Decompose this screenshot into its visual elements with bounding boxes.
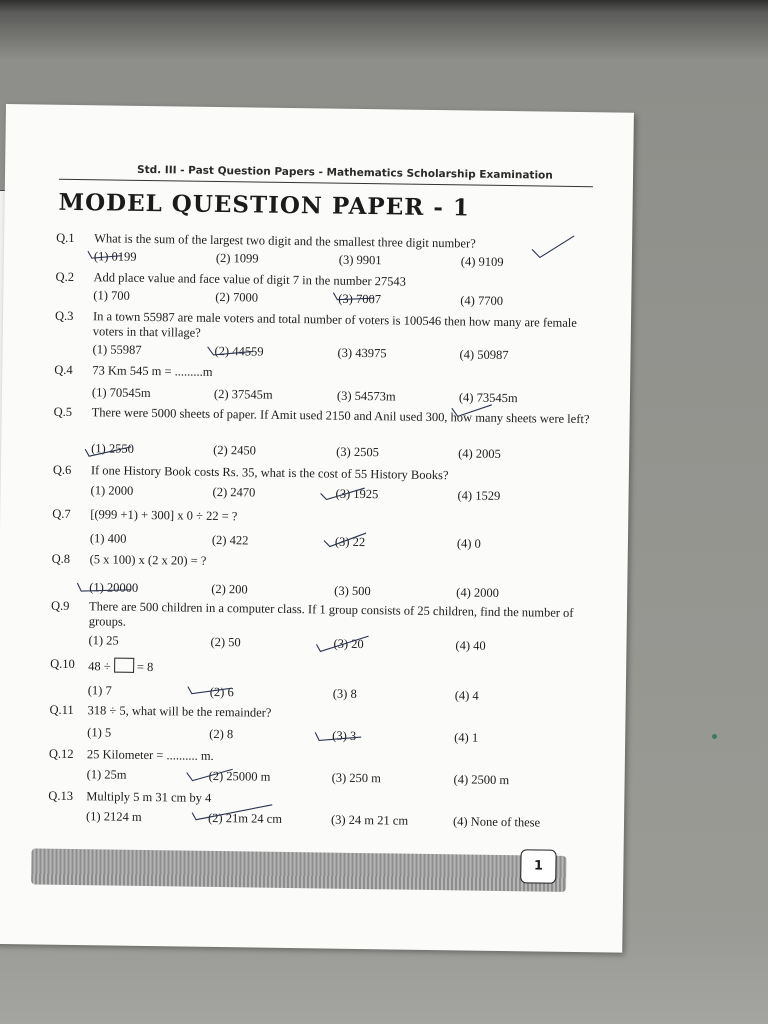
option-4[interactable]: (4) 50987 [459,347,509,363]
question-text: If one History Book costs Rs. 35, what is the cost of 55 History Books? [90,463,449,483]
question-number: Q.1 [56,230,75,245]
question-text: (5 x 100) x (2 x 20) = ? [89,552,207,568]
question-text: 318 ÷ 5, what will be the remainder? [87,703,272,720]
options-row [88,683,588,706]
option-4[interactable]: (4) 2000 [456,585,500,600]
option-1[interactable]: (1) 2550 [91,441,134,456]
option-4[interactable]: (4) 40 [455,638,486,653]
question-text: There are 500 children in a computer class. If 1 group consists of 25 children, find the number of groups. [88,599,574,629]
option-1[interactable]: (1) 400 [89,531,127,546]
question-text: 73 Km 545 m = .........m [92,363,213,379]
option-3[interactable]: (3) 1925 [335,486,379,502]
question-text [88,657,588,681]
options-row [92,385,592,408]
option-1[interactable]: (1) 70545m [91,385,151,401]
option-3[interactable]: (3) 54573m [336,388,396,404]
question-number: Q.8 [51,551,71,566]
question-number: Q.3 [54,308,74,323]
option-4[interactable]: (4) 1 [454,730,479,745]
option-2[interactable]: (2) 8 [209,726,234,742]
options-row [92,342,592,365]
question-text: Multiply 5 m 31 cm by 4 [86,789,212,805]
option-2[interactable]: (2) 37545m [213,386,273,402]
option-1[interactable]: (1) 0199 [93,249,137,264]
option-2[interactable]: (2) 25000 m [208,768,271,784]
option-3[interactable]: (3) 43975 [337,345,387,361]
options-row [90,483,590,506]
options-row [93,288,593,311]
question-text-after: = 8 [136,659,154,675]
question-text: There were 5000 sheets of paper. If Amit used 2150 and Anil used 300, how many sheets were left? [91,405,590,427]
option-4[interactable]: (4) 4 [454,688,479,703]
option-2[interactable]: (2) 2470 [212,484,256,500]
options-row [87,767,587,790]
option-2[interactable]: (2) 2450 [213,442,256,458]
question-number: Q.6 [52,462,72,477]
option-4[interactable]: (4) 73545m [458,390,518,406]
option-4[interactable]: (4) None of these [452,814,541,830]
question-10 [0,656,626,703]
option-2[interactable]: (2) 6 [209,684,234,700]
question-paper-page [0,104,634,953]
option-1[interactable]: (1) 2000 [90,483,134,498]
option-4[interactable]: (4) 9109 [460,254,504,269]
option-4[interactable]: (4) 2500 m [453,772,510,788]
option-3[interactable]: (3) 20 [333,636,364,652]
question-text: 25 Kilometer = .......... m. [86,747,214,763]
blank-box[interactable] [114,658,134,673]
option-2[interactable]: (2) 44559 [214,343,264,359]
question-text: Add place value and face value of digit 7 in the number 27543 [93,270,407,289]
option-3[interactable]: (3) 250 m [331,770,382,786]
page-number: 1 [520,849,556,883]
options-row [86,809,586,832]
option-1[interactable]: (1) 20000 [89,580,139,595]
option-3[interactable]: (3) 500 [334,583,371,599]
option-3[interactable]: (3) 22 [334,534,366,550]
option-1[interactable]: (1) 7 [87,683,112,698]
option-1[interactable]: (1) 25 [88,633,119,648]
question-number: Q.4 [54,362,73,377]
options-row [90,531,590,554]
options-row [91,441,591,464]
option-3[interactable]: (3) 7007 [338,291,382,307]
option-1[interactable]: (1) 2124 m [85,809,142,824]
option-3[interactable]: (3) 9901 [338,252,382,268]
question-number: Q.10 [50,656,75,672]
option-4[interactable]: (4) 2005 [458,446,501,461]
page-header: Std. III - Past Question Papers - Mathematics Scholarship Examination [137,163,553,182]
question-text: What is the sum of the largest two digit and the smallest three digit number? [94,231,476,251]
scan-speck [712,734,717,739]
option-1[interactable]: (1) 700 [93,288,130,303]
question-text: In a town 55987 are male voters and total number of voters is 100546 then how many are female voters in that village? [92,309,577,340]
option-2[interactable]: (2) 7000 [215,289,259,305]
option-2[interactable]: (2) 422 [211,532,249,548]
question-number: Q.12 [48,746,74,762]
option-1[interactable]: (1) 55987 [92,342,142,357]
option-4[interactable]: (4) 7700 [460,293,504,308]
options-row [87,725,587,748]
question-number: Q.5 [53,404,73,419]
option-2[interactable]: (2) 200 [211,581,248,597]
option-2[interactable]: (2) 50 [210,634,241,650]
question-text-before: 48 ÷ [88,659,111,674]
option-4[interactable]: (4) 0 [456,536,481,551]
option-3[interactable]: (3) 2505 [336,444,379,460]
question-number: Q.11 [49,702,74,718]
question-number: Q.9 [50,598,70,613]
option-2[interactable]: (2) 1099 [215,250,259,266]
option-3[interactable]: (3) 24 m 21 cm [330,812,409,828]
option-3[interactable]: (3) 3 [332,728,357,743]
question-number: Q.13 [48,788,74,804]
options-row [94,249,594,272]
question-7 [0,506,628,551]
option-2[interactable]: (2) 21m 24 cm [207,810,283,826]
options-row [88,633,588,656]
question-1 [4,230,632,269]
option-1[interactable]: (1) 25m [86,767,127,782]
page-title: MODEL QUESTION PAPER - 1 [58,188,471,222]
option-1[interactable]: (1) 5 [87,725,112,740]
option-3[interactable]: (3) 8 [332,686,357,701]
question-number: Q.2 [55,269,75,284]
question-number: Q.7 [52,506,71,521]
option-4[interactable]: (4) 1529 [457,488,501,503]
question-text: [(999 +1) + 300] x 0 ÷ 22 = ? [90,507,238,524]
footer-bar [31,848,566,891]
